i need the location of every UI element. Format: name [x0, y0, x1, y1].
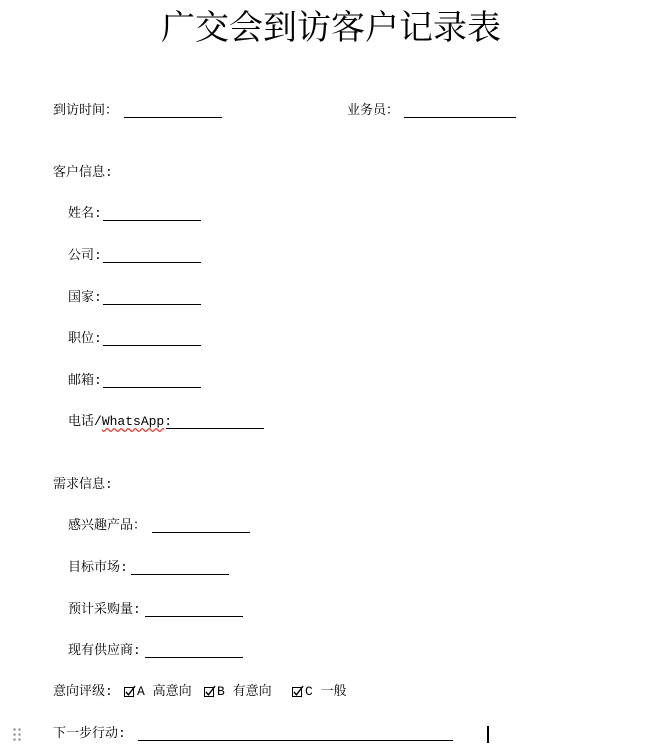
intent-option-c-label: C 一般	[305, 684, 347, 699]
document-title: 广交会到访客户记录表	[161, 8, 501, 48]
email-label: 邮箱:	[68, 373, 102, 388]
text-cursor	[487, 726, 489, 743]
phone-label-prefix: 电话/	[68, 414, 102, 429]
next-action-field[interactable]	[138, 725, 453, 741]
next-action-label: 下一步行动:	[53, 726, 126, 741]
country-row	[68, 289, 201, 307]
phone-label	[68, 413, 173, 431]
target-market-row	[68, 559, 229, 577]
purchase-volume-field[interactable]	[145, 601, 243, 617]
salesperson-row	[347, 102, 516, 120]
company-row	[68, 247, 201, 265]
phone-label-suffix: :	[164, 414, 173, 429]
product-row	[68, 517, 250, 535]
purchase-volume-label: 预计采购量:	[68, 602, 141, 617]
visit-time-field[interactable]	[124, 102, 222, 118]
target-market-label: 目标市场:	[68, 560, 128, 575]
salesperson-field[interactable]	[404, 102, 516, 118]
spellcheck-flagged-word[interactable]: WhatsApp	[101, 414, 165, 429]
intent-option-c	[292, 683, 347, 701]
phone-row	[68, 413, 264, 431]
next-action-row	[53, 725, 453, 743]
intent-rating-row	[53, 683, 353, 701]
product-label: 感兴趣产品：	[68, 518, 147, 533]
name-field[interactable]	[103, 205, 201, 221]
current-supplier-field[interactable]	[145, 642, 243, 658]
company-label: 公司:	[68, 248, 102, 263]
checked-box-icon[interactable]	[204, 685, 216, 698]
name-label: 姓名:	[68, 206, 102, 221]
target-market-field[interactable]	[131, 559, 229, 575]
demand-info-heading: 需求信息:	[53, 477, 113, 492]
name-row	[68, 205, 201, 223]
position-label: 职位:	[68, 331, 102, 346]
intent-option-a	[124, 683, 192, 701]
intent-option-a-label: A 高意向	[137, 684, 192, 699]
purchase-volume-row	[68, 601, 243, 619]
drag-handle-icon[interactable]	[12, 727, 22, 742]
intent-rating-label: 意向评级:	[53, 684, 113, 699]
current-supplier-row	[68, 642, 243, 660]
checked-box-icon[interactable]	[292, 685, 304, 698]
position-row	[68, 330, 201, 348]
country-field[interactable]	[103, 289, 201, 305]
checked-box-icon[interactable]	[124, 685, 136, 698]
phone-field[interactable]	[166, 413, 264, 429]
customer-info-heading: 客户信息:	[53, 165, 113, 180]
intent-option-b	[204, 683, 272, 701]
visit-time-label: 到访时间：	[53, 103, 119, 118]
visit-time-row	[53, 102, 222, 120]
email-row	[68, 372, 201, 390]
intent-option-b-label: B 有意向	[217, 684, 272, 699]
email-field[interactable]	[103, 372, 201, 388]
position-field[interactable]	[103, 330, 201, 346]
country-label: 国家:	[68, 290, 102, 305]
company-field[interactable]	[103, 247, 201, 263]
product-field[interactable]	[152, 517, 250, 533]
salesperson-label: 业务员：	[347, 103, 400, 118]
current-supplier-label: 现有供应商:	[68, 643, 141, 658]
